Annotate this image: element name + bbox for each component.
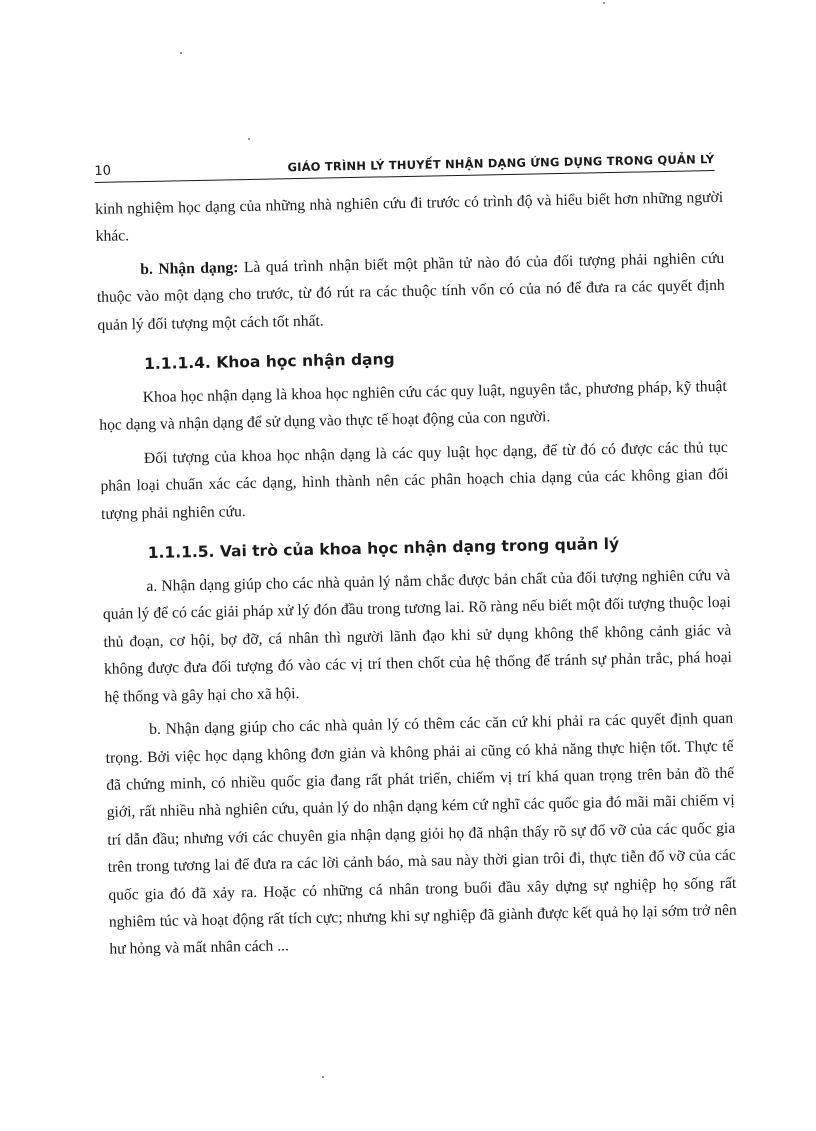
paragraph-text: Nhận dạng giúp cho các nhà quản lý có thêm các căn cứ khi phải ra các quyết định quan trọng. Bởi việc học dạng không đơn giản và không phải ai cũng có khả năng thực hiện tốt. Thực tế đã chứng minh, có nhiều quốc gia đang rất phát triển, chiếm vị trí khá quan trọng trên bản đồ thế giới, rất nhiều nhà nghiên cứu, quản lý do nhận dạng kém cứ nghĩ các quốc gia đó mãi mãi chiếm vị trí dẫn đầu; nhưng với các chuyên gia nhận dạng giỏi họ đã nhận thấy rõ sự đổ vỡ của các quốc gia trên trong tương lai để đưa ra các lời cảnh báo, mà sau này thời gian trôi đi, thực tiễn đổ vỡ của các quốc gia đó đã xảy ra. Hoặc có những cá nhân trong buổi đầu xây dựng sự nghiệp họ sống rất nghiêm túc và hoạt động rất tích cực; nhưng khi sự nghiệp đã giành được kết quả họ lại sớm trở nên hư hỏng và mất nhân cách ... (105, 709, 737, 959)
paragraph-continuation: kinh nghiệm học dạng của những nhà nghiên cứu đi trước có trình độ và hiểu biết hơn những người khác. (95, 188, 724, 246)
paragraph-doi-tuong: Đối tượng của khoa học nhận dạng là các quy luật học dạng, để từ đó có được các thủ tục phân loại chuẩn xác các dạng, hình thành nên các phân hoạch chia dạng của các không gian đối tượng phải nghiên cứu. (100, 438, 729, 523)
paragraph-vai-tro-a (102, 562, 733, 711)
section-heading-vai-tro: 1.1.1.5. Vai trò của khoa học nhận dạng trong quản lý (147, 535, 620, 563)
scan-speck (603, 2, 605, 4)
paragraph-vai-tro-b (105, 705, 738, 964)
scan-speck (248, 138, 250, 140)
page-body (95, 184, 738, 970)
page-header (94, 144, 714, 183)
scan-speck (180, 52, 182, 54)
paragraph-definition-nhan-dang (96, 245, 725, 339)
paragraph-khoa-hoc-nhan-dang: Khoa học nhận dạng là khoa học nghiên cứu các quy luật, nguyên tắc, phương pháp, kỹ thuật học dạng và nhận dạng để sử dụng vào thực tế hoạt động của con người. (99, 377, 727, 435)
paragraph-lead: b. (149, 720, 162, 739)
running-title: GIÁO TRÌNH LÝ THUYẾT NHẬN DẠNG ỨNG DỤNG TRONG QUẢN LÝ (287, 152, 715, 175)
paragraph-lead: a. (146, 577, 158, 596)
paragraph-text: Nhận dạng giúp cho các nhà quản lý nắm chắc được bản chất của đối tượng nghiên cứu và quản lý để có các giải pháp xử lý đón đầu trong tương lai. Rõ ràng nếu biết một đối tượng thuộc loại thủ đoạn, cơ hội, bợ đỡ, cá nhân thì người lãnh đạo khi sử dụng không thể không cảnh giác và không được đưa đối tượng đó vào các vị trí then chốt của hệ thống để tránh sự phản trắc, phá hoại hệ thống và gây hại cho xã hội. (102, 566, 733, 706)
section-heading-khoa-hoc-nhan-dang: 1.1.1.4. Khoa học nhận dạng (143, 350, 395, 374)
scan-speck (322, 1076, 324, 1078)
paragraph-lead: b. Nhận dạng: (140, 259, 239, 278)
page-number: 10 (94, 163, 112, 179)
paragraph-text: Là quá trình nhận biết một phần tử nào đó của đối tượng phải nghiên cứu thuộc vào một dạng cho trước, từ đó rút ra các thuộc tính vốn có của nó để đưa ra các quyết định quản lý đối tượng một cách tốt nhất. (96, 249, 725, 334)
